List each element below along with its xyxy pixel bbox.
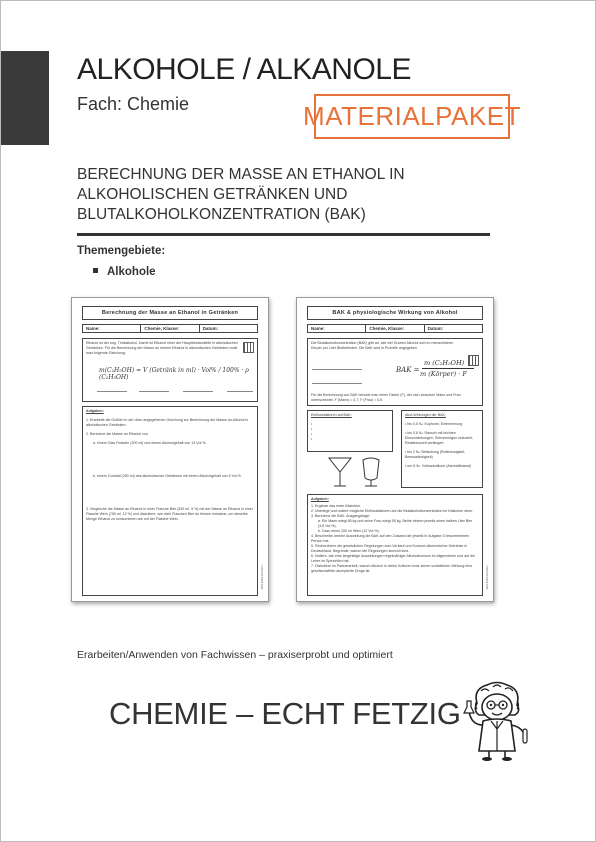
topic-line-1: BERECHNUNG DER MASSE AN ETHANOL IN [77, 166, 405, 183]
task-1: 1. Erarbeite die Größen in der oben angegebenen Gleichung zur Berechnung der Masse an Alkohol in alkoholischen Getränken. [86, 418, 249, 427]
side-label: MATERIALPAKET [485, 564, 489, 589]
answer-line [97, 391, 127, 392]
effects-box [401, 410, 483, 488]
subject-label: Fach: Chemie [77, 94, 190, 114]
footer-description: Erarbeiten/Anwenden von Fachwissen – praxiserprobt und optimiert [77, 649, 393, 661]
preview-worksheet-ethanol [71, 297, 269, 602]
task-2a: a. einem Glas Rotwein (200 ml) und einem Alkoholgehalt von 13 Vol.%. [93, 441, 207, 445]
tasks-box [307, 494, 483, 596]
name-cell: Name: [308, 325, 366, 332]
date-cell: Datum: [202, 326, 219, 331]
task-item: 2. Überlege und notiere mögliche Einflussfaktoren auf die Blutalkoholkonzentration im Kästchen oben. [311, 509, 474, 513]
task-item: 5. Recherchiere die gesetzlichen Regelungen zum Verkauf und Konsum alkoholischer Getränke in Deutschland. Begründe, warum die Regelungen sinnvoll sind. [311, 544, 468, 553]
effect-item: • bis 0,8 ‰: Rausch mit leichten Einschränkungen; Sehvermögen reduziert, Reaktionszeit verlängert [405, 431, 474, 445]
sheet-name-row [307, 324, 483, 333]
themen-item [93, 266, 156, 278]
intro-box [307, 338, 483, 406]
divider-rule [77, 233, 490, 236]
bak-formula-denominator: m (Körper) · F [420, 370, 467, 378]
answer-line [183, 391, 213, 392]
task-item: 6. Notiere, wie eine langfristige Auswirkungen regelmäßiger Alkoholkonsum im Allgemeinen und auf die Leber im Speziellen hat. [311, 554, 476, 563]
page-title: ALKOHOLE / ALKANOLE [77, 53, 411, 86]
class-cell: Chemie, Klasse: [366, 325, 424, 332]
sheet-title: Berechnung der Masse an Ethanol in Getränken [82, 306, 258, 320]
influence-box [307, 410, 393, 452]
task-item: 3. Berechne die BAK. Ausgangslage: [311, 514, 370, 518]
themen-heading: Themengebiete: [77, 245, 166, 257]
effect-item: • bis 0,5 ‰: Euphorie, Enthemmung [405, 422, 463, 426]
ethanol-formula: m(C₂H₅OH) = V (Getränk in ml) · Vol% / 100% · ρ (C₂H₅OH) [99, 367, 249, 381]
tasks-box [82, 406, 258, 596]
task-2b: b. einem Cocktail (250 ml) des alkoholischen Getränkes mit einem Alkoholgehalt von 5 Vol.%. [93, 474, 242, 478]
task-3: 3. Vergleiche die Masse an Ethanol in einer Flasche Bier (330 ml, 5 %) mit der Masse an Ethanol in einer Flasche Wein (750 ml, 12 %) und diskutiere, wie viele Flaschen Bier du trinken müsstest, um dieselbe Menge Ethanol zu konsumieren wie mit der Flasche Wein. [86, 507, 253, 521]
themen-item-label: Alkohole [107, 266, 156, 278]
beer-glass-icon [363, 458, 379, 486]
influence-heading: Einflussfaktoren auf BAK: [311, 413, 352, 417]
slogan: CHEMIE – ECHT FETZIG [109, 696, 461, 731]
tasks-heading: Aufgaben: [311, 497, 329, 501]
name-cell: Name: [83, 325, 141, 332]
side-color-block [1, 51, 49, 145]
answer-line [312, 383, 362, 384]
intro-text: Ethanol ist der sog. Trinkalkohol. Damit ist Ethanol einer der Hauptbestandteile in alkoholischen Getränken. Für die Berechnung der Masse an reinem Ethanol in alkoholischen Getränken nutzt man folgende Gleichung: [86, 341, 238, 355]
sheet-name-row [82, 324, 258, 333]
materialpaket-badge: MATERIALPAKET [314, 94, 510, 139]
sheet-title: BAK & physiologische Wirkung von Alkohol [307, 306, 483, 320]
task-item: 7. Diskutiere im Partnerarbeit, warum Alkohol in vielen Kulturen trotz seiner schädlichen Wirkung eine gesellschaftlich akzeptierte Droge ist. [311, 564, 473, 573]
scientist-mascot-icon [463, 681, 531, 761]
qr-code-icon [468, 355, 479, 366]
cocktail-glass-icon [329, 458, 351, 486]
task-item: 1. Ergänze das erste Kästchen. [311, 504, 362, 508]
fraction-bar [422, 368, 474, 369]
task-item: a. Ein Mann wiegt 85 kg und seine Frau wiegt 55 kg. Beide trinken jeweils einen halben Liter Bier (4,8 Vol.%). [318, 519, 473, 528]
effects-heading: Akut-Wirkungen der BAK: [405, 413, 446, 417]
date-cell: Datum: [427, 326, 444, 331]
effect-item: • bis 2 ‰: Betäubung (Reflexlosigkeit, Bewusstlosigkeit) [405, 450, 466, 459]
effect-item: • um 5 ‰: Vollnarkotikum (Atemstillstand) [405, 464, 471, 468]
preview-worksheet-bak [296, 297, 494, 602]
topic-line-2: ALKOHOLISCHEN GETRÄNKEN UND [77, 186, 348, 203]
side-label: MATERIALPAKET [260, 564, 264, 589]
task-item: b. Dazu einen 200 ml Wein (12 Vol.%). [318, 529, 380, 533]
intro-text: Die Blutalkoholkonzentration (BAK) gibt an, wie viel Gramm Alkohol sich im menschlichen Körper pro Liter Blutbefinden. Die BAK wird in Promille angegeben. [311, 341, 454, 350]
qr-code-icon [243, 342, 254, 353]
bullet-square-icon [93, 268, 98, 273]
task-2: 2. Berechne die Masse an Ethanol von [86, 432, 148, 436]
factor-note: Für die Berechnung von BAK benutzt man einen Faktor (F), der sich zwischen Mann und Frau unterscheidet. F (Mann) = 0,7; F (Frau) = 0,6 [311, 393, 461, 402]
answer-line [312, 369, 362, 370]
bak-formula-numerator: m (C₂H₅OH) [424, 359, 465, 367]
topic-line-3: BLUTALKOHOLKONZENTRATION (BAK) [77, 206, 366, 223]
answer-line [139, 391, 169, 392]
intro-box [82, 338, 258, 402]
bak-formula-left: BAK = [396, 366, 420, 374]
task-item: 4. Beschreibe welche Auswirkung die BAK auf den Zustand der jeweils in Aufgabe 3 beschriebenen Person hat. [311, 534, 470, 543]
topic-heading [77, 165, 497, 225]
class-cell: Chemie, Klasse: [141, 325, 199, 332]
answer-line [227, 391, 253, 392]
influence-bullet: • • • • [311, 422, 313, 441]
glasses-illustration [327, 456, 387, 490]
tasks-heading: Aufgaben: [86, 409, 104, 413]
